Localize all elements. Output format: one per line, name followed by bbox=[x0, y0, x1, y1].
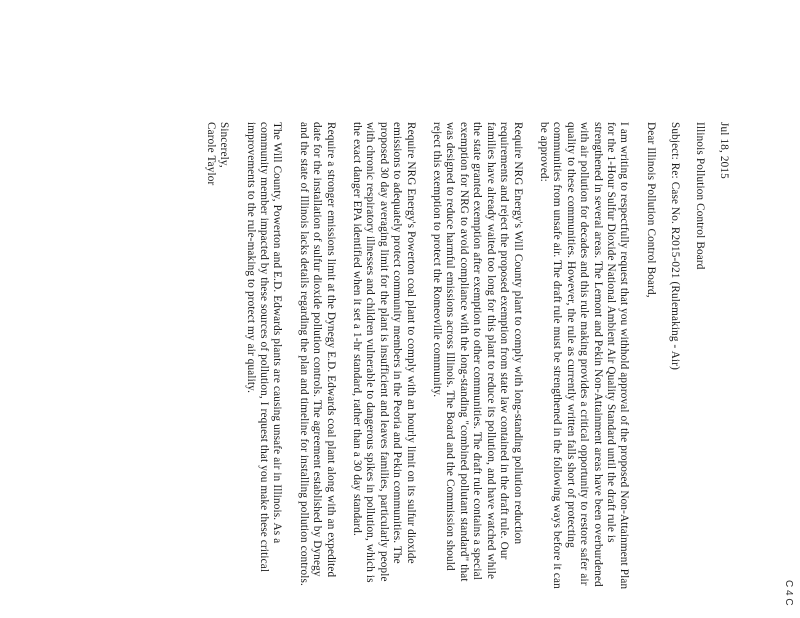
letter-header bbox=[643, 122, 730, 592]
letter-salutation: Dear Illinois Pollution Control Board, bbox=[644, 122, 657, 298]
corner-mark: C bbox=[783, 580, 794, 588]
paragraph-edwards: Require a stronger emissions limit at the Dynegy E.D. Edwards coal plant along with an expedited date for the installation of sulfur dioxide pollution controls. The agreement established by Dynegy and the state of Illinois lacks details regarding the plan and timeline for installing pollution controls. bbox=[297, 122, 337, 586]
letter-closing: Sincerely, bbox=[218, 122, 231, 168]
letter-body bbox=[203, 122, 730, 592]
signature-block bbox=[203, 122, 230, 592]
letter-date: Jul 18, 2015 bbox=[718, 122, 730, 179]
letter-subject: Subject: Re: Case No. R2015-021 (Rulemaking - Air) bbox=[669, 122, 682, 370]
corner-marks bbox=[782, 580, 794, 606]
paragraph-conclusion: The Will County, Powerton and E.D. Edwards plants are causing unsafe air in Illinois. As a community member impacted by these sources of pollution, I request that you make these critical improvements to the rule-making to protect my air quality. bbox=[244, 122, 284, 573]
letter-signature: Carole Taylor bbox=[204, 122, 217, 186]
corner-mark: C bbox=[783, 598, 794, 606]
paragraph-powerton: Require NRG Energy's Powerton coal plant to comply with an hourly limit on its sulfur dioxide emissions to adequately protect community members in the Peoria and Pekin communities. The proposed 30 day averaging limit for the plant is insufficient and leaves families, particularly people with chronic respiratory illnesses and children vulnerable to dangerous spikes in pollution, which is the exact danger EPA identified when it set a 1-hr standard, rather than a 30 day standard. bbox=[351, 122, 417, 583]
corner-mark: 4 bbox=[783, 590, 794, 596]
letter-recipient: Illinois Pollution Control Board bbox=[693, 122, 706, 270]
paragraph-intro: I am writing to respectfully request that you withhold approval of the proposed Non-Attainment Plan for the 1-Hour Sulfur Dioxide National Ambient Air Quality Standard until the draft rule is strengthened in several areas. The Lemont and Pekin Non-Attainment areas have been overburdened with air pollution for decades and this rule making provides a critical opportunity to restore safer air quality to these communities. However, the rule as currently written falls short of protecting communities from unsafe air. The draft rule must be strengthened in the following ways before it can be approved: bbox=[537, 122, 631, 590]
paragraph-will-county: Require NRG Energy's Will County plant to comply with long-standing pollution reduction requirements and reject the proposed exemption from state law contained in the draft rule. Our families have already waited too long for this plant to reduce its pollution, and have watched while the state granted exemption after exemption to other communities. The draft rule contains a special exemption for NRG to avoid compliance with the long-standing "combined pollutant standard" that was designed to reduce harmful emissions across Illinois. The Board and the Commission should reject this exemption to protect the Romeoville community. bbox=[431, 122, 524, 582]
